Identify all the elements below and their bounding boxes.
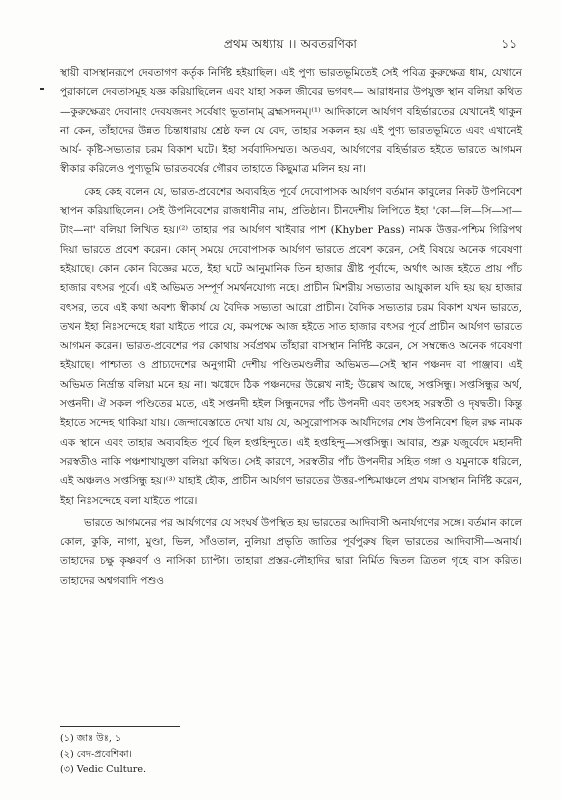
margin-mark (40, 88, 44, 90)
footnote-2: (২) বেদ-প্রবেশিকা। (60, 748, 132, 760)
footnote-1: (১) জাঃ উঃ, ১ (60, 733, 122, 744)
chapter-title: প্রথম অধ্যায় ।। অবতরণিকা (223, 37, 358, 51)
body-text (60, 64, 522, 591)
paragraph-1: স্থায়ী বাসস্থানরূপে দেবতাগণ কর্তৃক নির্দিষ্ট হইয়াছিল। এই পুণ্য ভারতভূমিতেই সেই পবিত্র কুরুক্ষেত্র ধাম, যেখানে পুরাকালে দেবতাসমূহ যজ্ঞ করিয়াছিলেন এবং যাহা সকল জীবের ভগবৎ— আরাধনার উপযুক্ত স্থান বলিয়া কথিত—কুরুক্ষেত্রং দেবানাং দেবযজনং সর্বেষাং ভূতানাম্ ব্রহ্মসদনম্।⁽¹⁾ আদিকালে আর্যগণ বহির্ভারতের যেখানেই থাকুন না কেন, তাঁহাদের উন্নত চিন্তাধারায় শ্রেষ্ঠ ফল যে বেদ, তাহার সকলন হয় এই পুণ্য ভারতভূমিতে এবং এখানেই আর্য- কৃষ্টি-সভ্যতার চরম বিকাশ ঘটে। ইহা সর্ববাদিসম্মত। অতএব, আর্যগণের বহির্ভারত হইতে ভারতে আগমন স্বীকার করিলেও পুণ্যভূমি ভারতবর্ষের গৌরব তাহাতে কিছুমাত্র মলিন হয় না। (60, 67, 522, 176)
footnote-divider (60, 726, 180, 727)
footnotes (60, 731, 520, 778)
page-number: ১১ (501, 37, 517, 51)
footnote-3: (৩) Vedic Culture. (60, 764, 147, 775)
page-header (60, 36, 521, 58)
paragraph-2: কেহ কেহ বলেন যে, ভারত-প্রবেশের অব্যবহিত পূর্বে দেবোপাসক আর্যগণ বর্তমান কাবুলের নিকট উপনিবেশ স্থাপন করিয়াছিলেন। সেই উপনিবেশের রাজধানীর নাম, প্রতিষ্ঠান। চীনদেশীয় লিপিতে ইহা 'কো—লি—সি—সা—টাং—না' বলিয়া লিখিত হয়।⁽²⁾ তাহার পর আর্যগণ খাইবার পাশ (Khyber Pass) নামক উত্তর-পশ্চিম গিরিপথ দিয়া ভারতে প্রবেশ করেন। কোন্ সময়ে দেবোপাসক আর্যগণ ভারতে প্রবেশ করেন, সেই বিষয়ে অনেক গবেষণা হইয়াছে। কোন কোন বিজ্ঞের মতে, ইহা ঘটে আনুমানিক তিন হাজার খ্রীষ্ট পূর্বাব্দে, অর্থাৎ আজ হইতে প্রায় পাঁচ হাজার বৎসর পূর্বে। এই অভিমত সম্পূর্ণ সমর্থনযোগ্য নহে। প্রাচীন মিশরীয় সভ্যতার আয়ুকাল যদি হয় ছয় হাজার বৎসর, তবে এই কথা অবশ্য স্বীকার্য যে বৈদিক সভ্যতা আরো প্রাচীন। বৈদিক সভ্যতার চরম বিকাশ যখন ভারতে, তখন ইহা নিঃসন্দেহে ধরা যাইতে পারে যে, কমপক্ষে আজ হইতে সাত হাজার বৎসর পূর্বে প্রাচীন আর্যগণ ভারতে আগমন করেন। ভারত-প্রবেশের পর কোথায় সর্বপ্রথম তাঁহারা বাসস্থান নির্দিষ্ট করেন, সে সম্বন্ধেও অনেক গবেষণা হইয়াছে। পাশ্চাত্য ও প্রাচ্যদেশের অনুগামী দেশীয় পণ্ডিতমণ্ডলীর অভিমত—সেই স্থান পঞ্চনদ বা পাঞ্জাব। এই অভিমত নির্ভ্রান্ত বলিয়া মনে হয় না। ঋগ্বেদে ঠিক পঞ্চনদের উল্লেখ নাই; উল্লেখ আছে, সপ্তসিন্ধু। সপ্তসিন্ধুর অর্থ, সপ্তনদী। ঐ সকল পণ্ডিতের মতে, এই সপ্তনদী হইল সিন্ধুনদের পাঁচ উপনদী এবং তৎসহ সরস্বতী ও দৃষদ্বতী। কিন্তু ইহাতে সন্দেহ থাকিয়া যায়। জেন্দাবেস্তাতে দেখা যায় যে, অসুরোপাসক আর্যদিগের শেষ উপনিবেশ ছিল রক্ষ নামক এক স্থানে এবং তাহার অব্যবহিত পূর্বে ছিল হপ্তহিন্দুতে। এই হপ্তহিন্দু—সপ্তসিন্ধু। আবার, শুক্ল যজুর্বেদে মহানদী সরস্বতীও নাকি পঞ্চশাখাযুক্তা বলিয়া কথিত। সেই কারণে, সরস্বতীর পাঁচ উপনদীর সহিত গঙ্গা ও যমুনাকে ধরিলে, এই অঞ্চলও সপ্তসিন্ধু হয়।⁽³⁾ যাহাই হৌক, প্রাচীন আর্যগণ ভারতের উত্তর-পশ্চিমাঞ্চলে প্রথম বাসস্থান নির্দিষ্ট করেন, ইহা নিঃসন্দেহে বলা যাইতে পারে। (60, 185, 522, 507)
paragraph-3: ভারতে আগমনের পর আর্যগণের যে সংঘর্ষ উপস্থিত হয় ভারতের আদিবাসী অনার্যগণের সঙ্গে। বর্তমান কালে কোল, কুকি, নাগা, মুণ্ডা, ভিল, সাঁওতাল, নুলিয়া প্রভৃতি জাতির পূর্বপুরুষ ছিল ভারতের আদিবাসী—অনার্য। তাহাদের চক্ষু কৃষ্ণবর্ণ ও নাসিকা চ্যাপ্টা। তাহারা প্রস্তর-লৌহাদির দ্বারা নির্মিত দ্বিতল ত্রিতল গৃহে বাস করিত। তাহাদের অশ্বগবাদি পশুও (60, 516, 522, 587)
